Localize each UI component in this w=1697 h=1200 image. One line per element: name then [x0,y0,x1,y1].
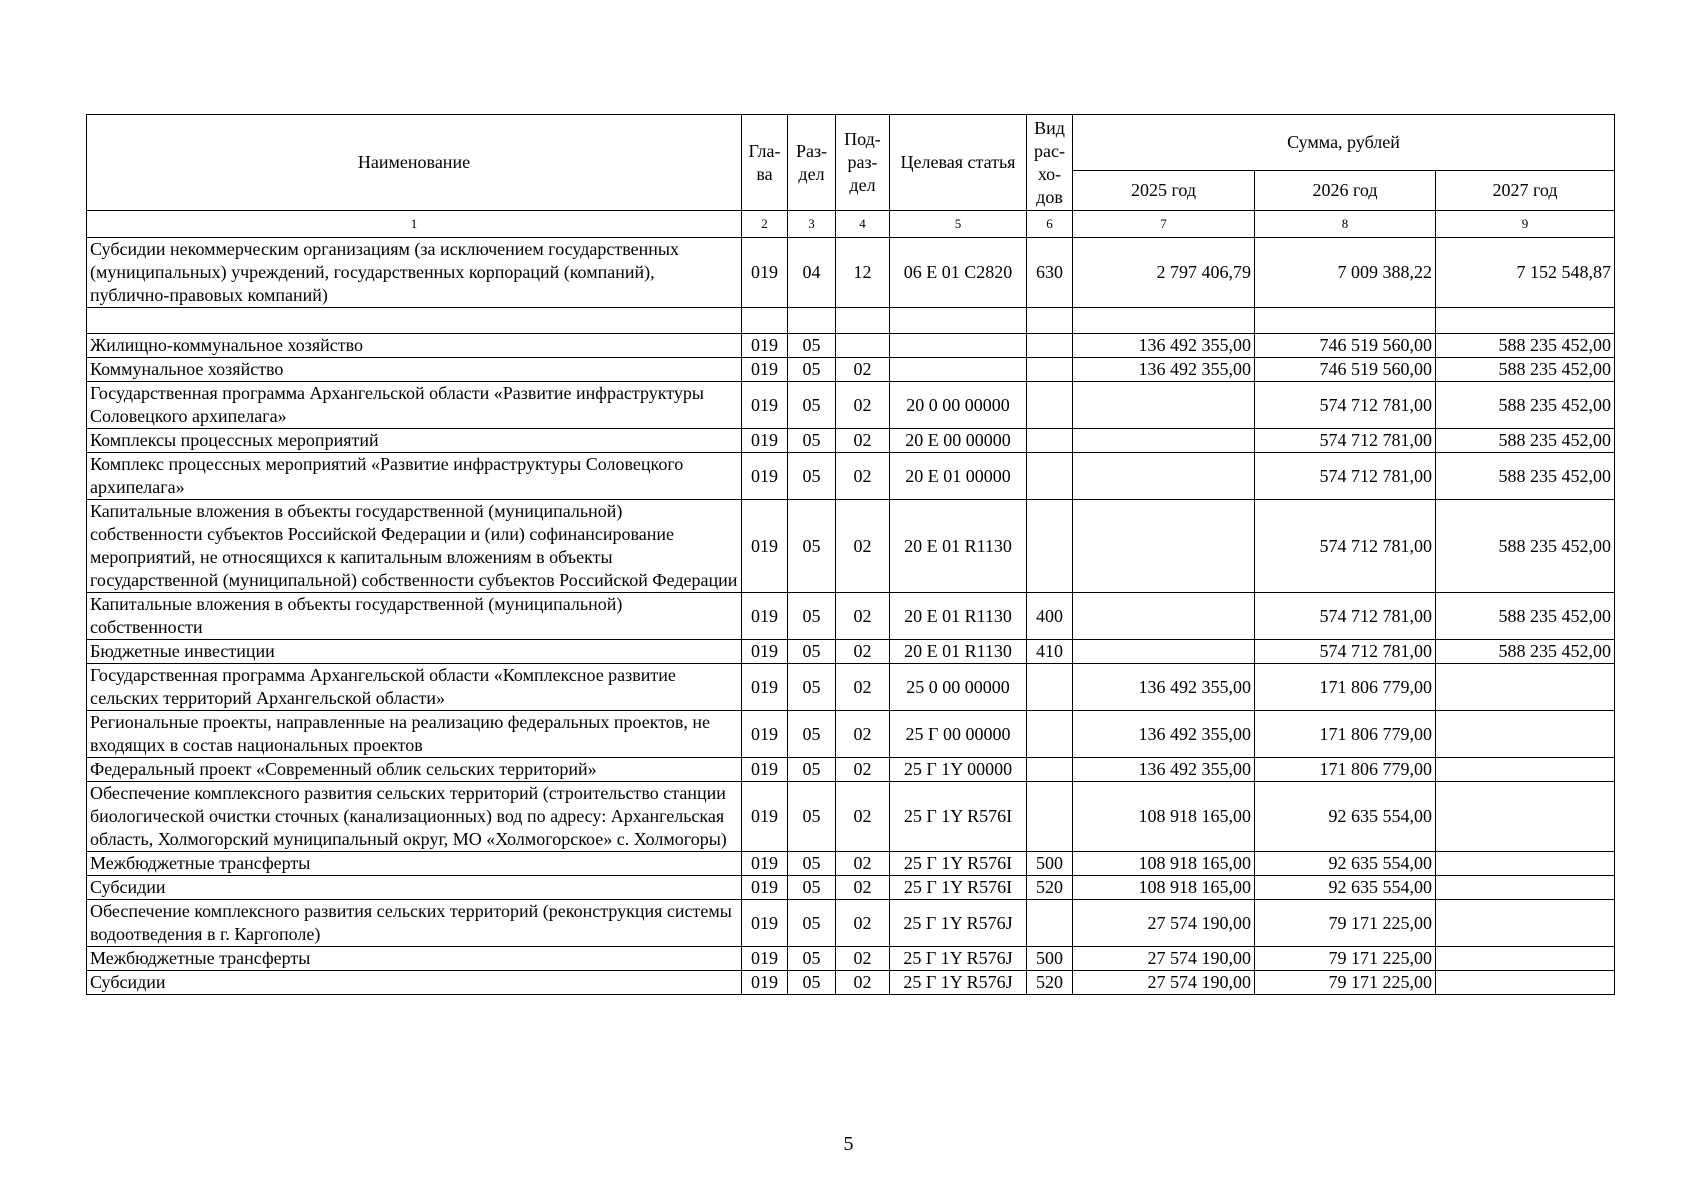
cell-sum-2027 [1436,900,1615,947]
cell-sum-2026: 746 519 560,00 [1255,358,1436,382]
cell-subsection: 02 [836,947,890,971]
table-row [87,900,1615,947]
cell-sum-2027: 588 235 452,00 [1436,500,1615,593]
cell-name: Государственная программа Архангельской области «Развитие инфраструктуры Соловецкого архипелага» [87,382,742,429]
column-number: 2 [742,211,788,238]
header-sum: Сумма, рублей [1073,115,1615,171]
cell-target: 20 Е 00 00000 [890,429,1027,453]
cell-target: 20 Е 01 R1130 [890,500,1027,593]
cell-chapter: 019 [742,852,788,876]
cell-chapter: 019 [742,664,788,711]
cell-section: 05 [788,382,836,429]
cell-chapter: 019 [742,358,788,382]
column-number: 7 [1073,211,1255,238]
cell-sum-2026: 574 712 781,00 [1255,500,1436,593]
cell-subsection: 02 [836,640,890,664]
cell-section: 05 [788,334,836,358]
cell-chapter: 019 [742,971,788,995]
cell-sum-2027 [1436,308,1615,334]
cell-name: Межбюджетные трансферты [87,947,742,971]
cell-section: 05 [788,429,836,453]
table-row [87,358,1615,382]
table-row [87,876,1615,900]
cell-subsection: 02 [836,876,890,900]
cell-expense-type [1027,782,1073,852]
header-expense-type: Вид рас-хо-дов [1027,115,1073,211]
table-row [87,500,1615,593]
cell-sum-2025: 136 492 355,00 [1073,358,1255,382]
cell-target: 25 Г 1Y 00000 [890,758,1027,782]
column-number: 9 [1436,211,1615,238]
cell-expense-type: 630 [1027,238,1073,308]
cell-target: 25 Г 1Y R576J [890,947,1027,971]
cell-name: Федеральный проект «Современный облик сельских территорий» [87,758,742,782]
cell-expense-type [1027,664,1073,711]
cell-section: 05 [788,500,836,593]
cell-name: Субсидии [87,876,742,900]
table-row [87,711,1615,758]
header-name: Наименование [87,115,742,211]
cell-section: 05 [788,947,836,971]
cell-target [890,358,1027,382]
cell-sum-2027: 588 235 452,00 [1436,593,1615,640]
cell-sum-2026: 92 635 554,00 [1255,876,1436,900]
cell-chapter: 019 [742,500,788,593]
cell-chapter: 019 [742,782,788,852]
cell-chapter: 019 [742,382,788,429]
cell-sum-2025: 108 918 165,00 [1073,876,1255,900]
cell-chapter: 019 [742,593,788,640]
cell-sum-2027: 588 235 452,00 [1436,334,1615,358]
cell-name: Субсидии [87,971,742,995]
table-body [87,211,1615,995]
cell-target: 25 Г 00 00000 [890,711,1027,758]
cell-subsection: 02 [836,382,890,429]
cell-subsection: 02 [836,358,890,382]
header-year-2025: 2025 год [1073,171,1255,211]
column-number: 8 [1255,211,1436,238]
cell-expense-type: 520 [1027,971,1073,995]
cell-chapter: 019 [742,429,788,453]
table-row [87,429,1615,453]
header-year-2026: 2026 год [1255,171,1436,211]
cell-expense-type [1027,308,1073,334]
cell-sum-2026: 7 009 388,22 [1255,238,1436,308]
cell-subsection: 02 [836,900,890,947]
cell-target: 25 Г 1Y R576I [890,876,1027,900]
cell-sum-2027: 7 152 548,87 [1436,238,1615,308]
cell-sum-2025 [1073,500,1255,593]
page-number: 5 [843,1133,854,1155]
cell-section: 05 [788,876,836,900]
cell-chapter: 019 [742,334,788,358]
cell-name: Региональные проекты, направленные на реализацию федеральных проектов, не входящих в состав национальных проектов [87,711,742,758]
cell-subsection: 02 [836,429,890,453]
cell-target: 25 Г 1Y R576I [890,852,1027,876]
table-row [87,782,1615,852]
cell-name: Бюджетные инвестиции [87,640,742,664]
cell-expense-type: 500 [1027,947,1073,971]
cell-section [788,308,836,334]
cell-sum-2025: 136 492 355,00 [1073,334,1255,358]
cell-name: Комплексы процессных мероприятий [87,429,742,453]
cell-name [87,308,742,334]
cell-expense-type [1027,334,1073,358]
cell-target: 25 Г 1Y R576J [890,900,1027,947]
cell-target: 25 Г 1Y R576J [890,971,1027,995]
cell-subsection: 02 [836,453,890,500]
cell-subsection [836,334,890,358]
cell-expense-type [1027,429,1073,453]
table-row [87,947,1615,971]
cell-sum-2025: 108 918 165,00 [1073,852,1255,876]
cell-sum-2027 [1436,758,1615,782]
table-row [87,593,1615,640]
cell-subsection: 02 [836,852,890,876]
cell-section: 05 [788,640,836,664]
cell-sum-2026: 746 519 560,00 [1255,334,1436,358]
cell-target: 20 Е 01 R1130 [890,640,1027,664]
cell-sum-2027 [1436,947,1615,971]
column-number: 5 [890,211,1027,238]
cell-sum-2026: 92 635 554,00 [1255,782,1436,852]
cell-name: Межбюджетные трансферты [87,852,742,876]
cell-section: 05 [788,358,836,382]
cell-section: 05 [788,758,836,782]
cell-section: 05 [788,711,836,758]
cell-sum-2027: 588 235 452,00 [1436,453,1615,500]
table-row [87,852,1615,876]
cell-section: 05 [788,852,836,876]
cell-sum-2025: 108 918 165,00 [1073,782,1255,852]
column-number: 3 [788,211,836,238]
cell-target: 25 0 00 00000 [890,664,1027,711]
cell-sum-2025 [1073,453,1255,500]
cell-name: Субсидии некоммерческим организациям (за исключением государственных (муниципальных) учреждений, государственных корпораций (компаний), публично-правовых компаний) [87,238,742,308]
column-number-row [87,211,1615,238]
cell-sum-2025: 136 492 355,00 [1073,664,1255,711]
cell-subsection: 12 [836,238,890,308]
cell-subsection: 02 [836,664,890,711]
cell-section: 05 [788,453,836,500]
header-target: Целевая статья [890,115,1027,211]
table-row [87,238,1615,308]
cell-expense-type [1027,453,1073,500]
cell-sum-2027: 588 235 452,00 [1436,429,1615,453]
cell-chapter: 019 [742,453,788,500]
cell-sum-2027 [1436,971,1615,995]
cell-chapter: 019 [742,947,788,971]
cell-subsection: 02 [836,971,890,995]
cell-section: 05 [788,664,836,711]
cell-section: 05 [788,593,836,640]
cell-expense-type [1027,358,1073,382]
cell-sum-2027 [1436,664,1615,711]
cell-expense-type [1027,382,1073,429]
cell-expense-type: 520 [1027,876,1073,900]
cell-sum-2026: 92 635 554,00 [1255,852,1436,876]
table-row [87,758,1615,782]
cell-target [890,334,1027,358]
cell-sum-2027: 588 235 452,00 [1436,358,1615,382]
cell-sum-2026: 574 712 781,00 [1255,429,1436,453]
cell-section: 05 [788,782,836,852]
cell-sum-2026 [1255,308,1436,334]
cell-sum-2027 [1436,711,1615,758]
cell-sum-2025: 136 492 355,00 [1073,758,1255,782]
cell-name: Обеспечение комплексного развития сельских территорий (реконструкция системы водоотведения в г. Каргополе) [87,900,742,947]
cell-chapter: 019 [742,876,788,900]
cell-sum-2025: 136 492 355,00 [1073,711,1255,758]
header-year-2027: 2027 год [1436,171,1615,211]
cell-sum-2025 [1073,640,1255,664]
column-number: 6 [1027,211,1073,238]
cell-section: 05 [788,971,836,995]
cell-target [890,308,1027,334]
cell-sum-2027 [1436,782,1615,852]
cell-sum-2025: 2 797 406,79 [1073,238,1255,308]
header-chapter: Гла-ва [742,115,788,211]
cell-sum-2025 [1073,308,1255,334]
cell-chapter: 019 [742,640,788,664]
cell-chapter: 019 [742,900,788,947]
cell-sum-2025: 27 574 190,00 [1073,947,1255,971]
cell-target: 25 Г 1Y R576I [890,782,1027,852]
table-row [87,640,1615,664]
cell-target: 20 Е 01 R1130 [890,593,1027,640]
table-row [87,334,1615,358]
cell-sum-2025 [1073,429,1255,453]
cell-chapter: 019 [742,711,788,758]
cell-sum-2026: 171 806 779,00 [1255,711,1436,758]
table-row [87,453,1615,500]
cell-sum-2027: 588 235 452,00 [1436,640,1615,664]
cell-expense-type: 410 [1027,640,1073,664]
cell-expense-type: 500 [1027,852,1073,876]
cell-subsection: 02 [836,593,890,640]
header-subsection: Под-раз-дел [836,115,890,211]
cell-name: Жилищно-коммунальное хозяйство [87,334,742,358]
cell-sum-2026: 79 171 225,00 [1255,900,1436,947]
cell-chapter [742,308,788,334]
cell-sum-2026: 171 806 779,00 [1255,758,1436,782]
table-row [87,308,1615,334]
cell-sum-2026: 79 171 225,00 [1255,971,1436,995]
header-section: Раз-дел [788,115,836,211]
cell-sum-2027 [1436,852,1615,876]
cell-name: Капитальные вложения в объекты государственной (муниципальной) собственности [87,593,742,640]
cell-subsection: 02 [836,500,890,593]
cell-expense-type [1027,900,1073,947]
table-row [87,971,1615,995]
cell-sum-2026: 574 712 781,00 [1255,593,1436,640]
column-number: 1 [87,211,742,238]
cell-name: Комплекс процессных мероприятий «Развитие инфраструктуры Соловецкого архипелага» [87,453,742,500]
cell-section: 05 [788,900,836,947]
cell-section: 04 [788,238,836,308]
cell-name: Государственная программа Архангельской области «Комплексное развитие сельских территорий Архангельской области» [87,664,742,711]
cell-expense-type [1027,758,1073,782]
cell-target: 20 Е 01 00000 [890,453,1027,500]
cell-name: Обеспечение комплексного развития сельских территорий (строительство станции биологической очистки сточных (канализационных) вод по адресу: Архангельская область, Холмогорский муниципальный округ, МО «Холмогорское» с. Холмогоры) [87,782,742,852]
cell-sum-2025 [1073,382,1255,429]
cell-sum-2026: 171 806 779,00 [1255,664,1436,711]
cell-subsection: 02 [836,782,890,852]
cell-target: 20 0 00 00000 [890,382,1027,429]
budget-table [86,114,1615,995]
cell-sum-2025: 27 574 190,00 [1073,971,1255,995]
cell-expense-type [1027,500,1073,593]
cell-sum-2027: 588 235 452,00 [1436,382,1615,429]
cell-sum-2025 [1073,593,1255,640]
cell-sum-2026: 574 712 781,00 [1255,453,1436,500]
column-number: 4 [836,211,890,238]
cell-target: 06 Е 01 С2820 [890,238,1027,308]
cell-sum-2025: 27 574 190,00 [1073,900,1255,947]
cell-subsection [836,308,890,334]
cell-subsection: 02 [836,758,890,782]
table-row [87,664,1615,711]
table-row [87,382,1615,429]
cell-name: Коммунальное хозяйство [87,358,742,382]
cell-sum-2026: 574 712 781,00 [1255,382,1436,429]
cell-name: Капитальные вложения в объекты государственной (муниципальной) собственности субъектов Российской Федерации и (или) софинансирование мероприятий, не относящихся к капитальным вложениям в объекты государственной (муниципальной) собственности субъектов Российской Федерации [87,500,742,593]
cell-chapter: 019 [742,238,788,308]
cell-chapter: 019 [742,758,788,782]
cell-subsection: 02 [836,711,890,758]
cell-expense-type [1027,711,1073,758]
cell-sum-2027 [1436,876,1615,900]
cell-expense-type: 400 [1027,593,1073,640]
cell-sum-2026: 574 712 781,00 [1255,640,1436,664]
cell-sum-2026: 79 171 225,00 [1255,947,1436,971]
